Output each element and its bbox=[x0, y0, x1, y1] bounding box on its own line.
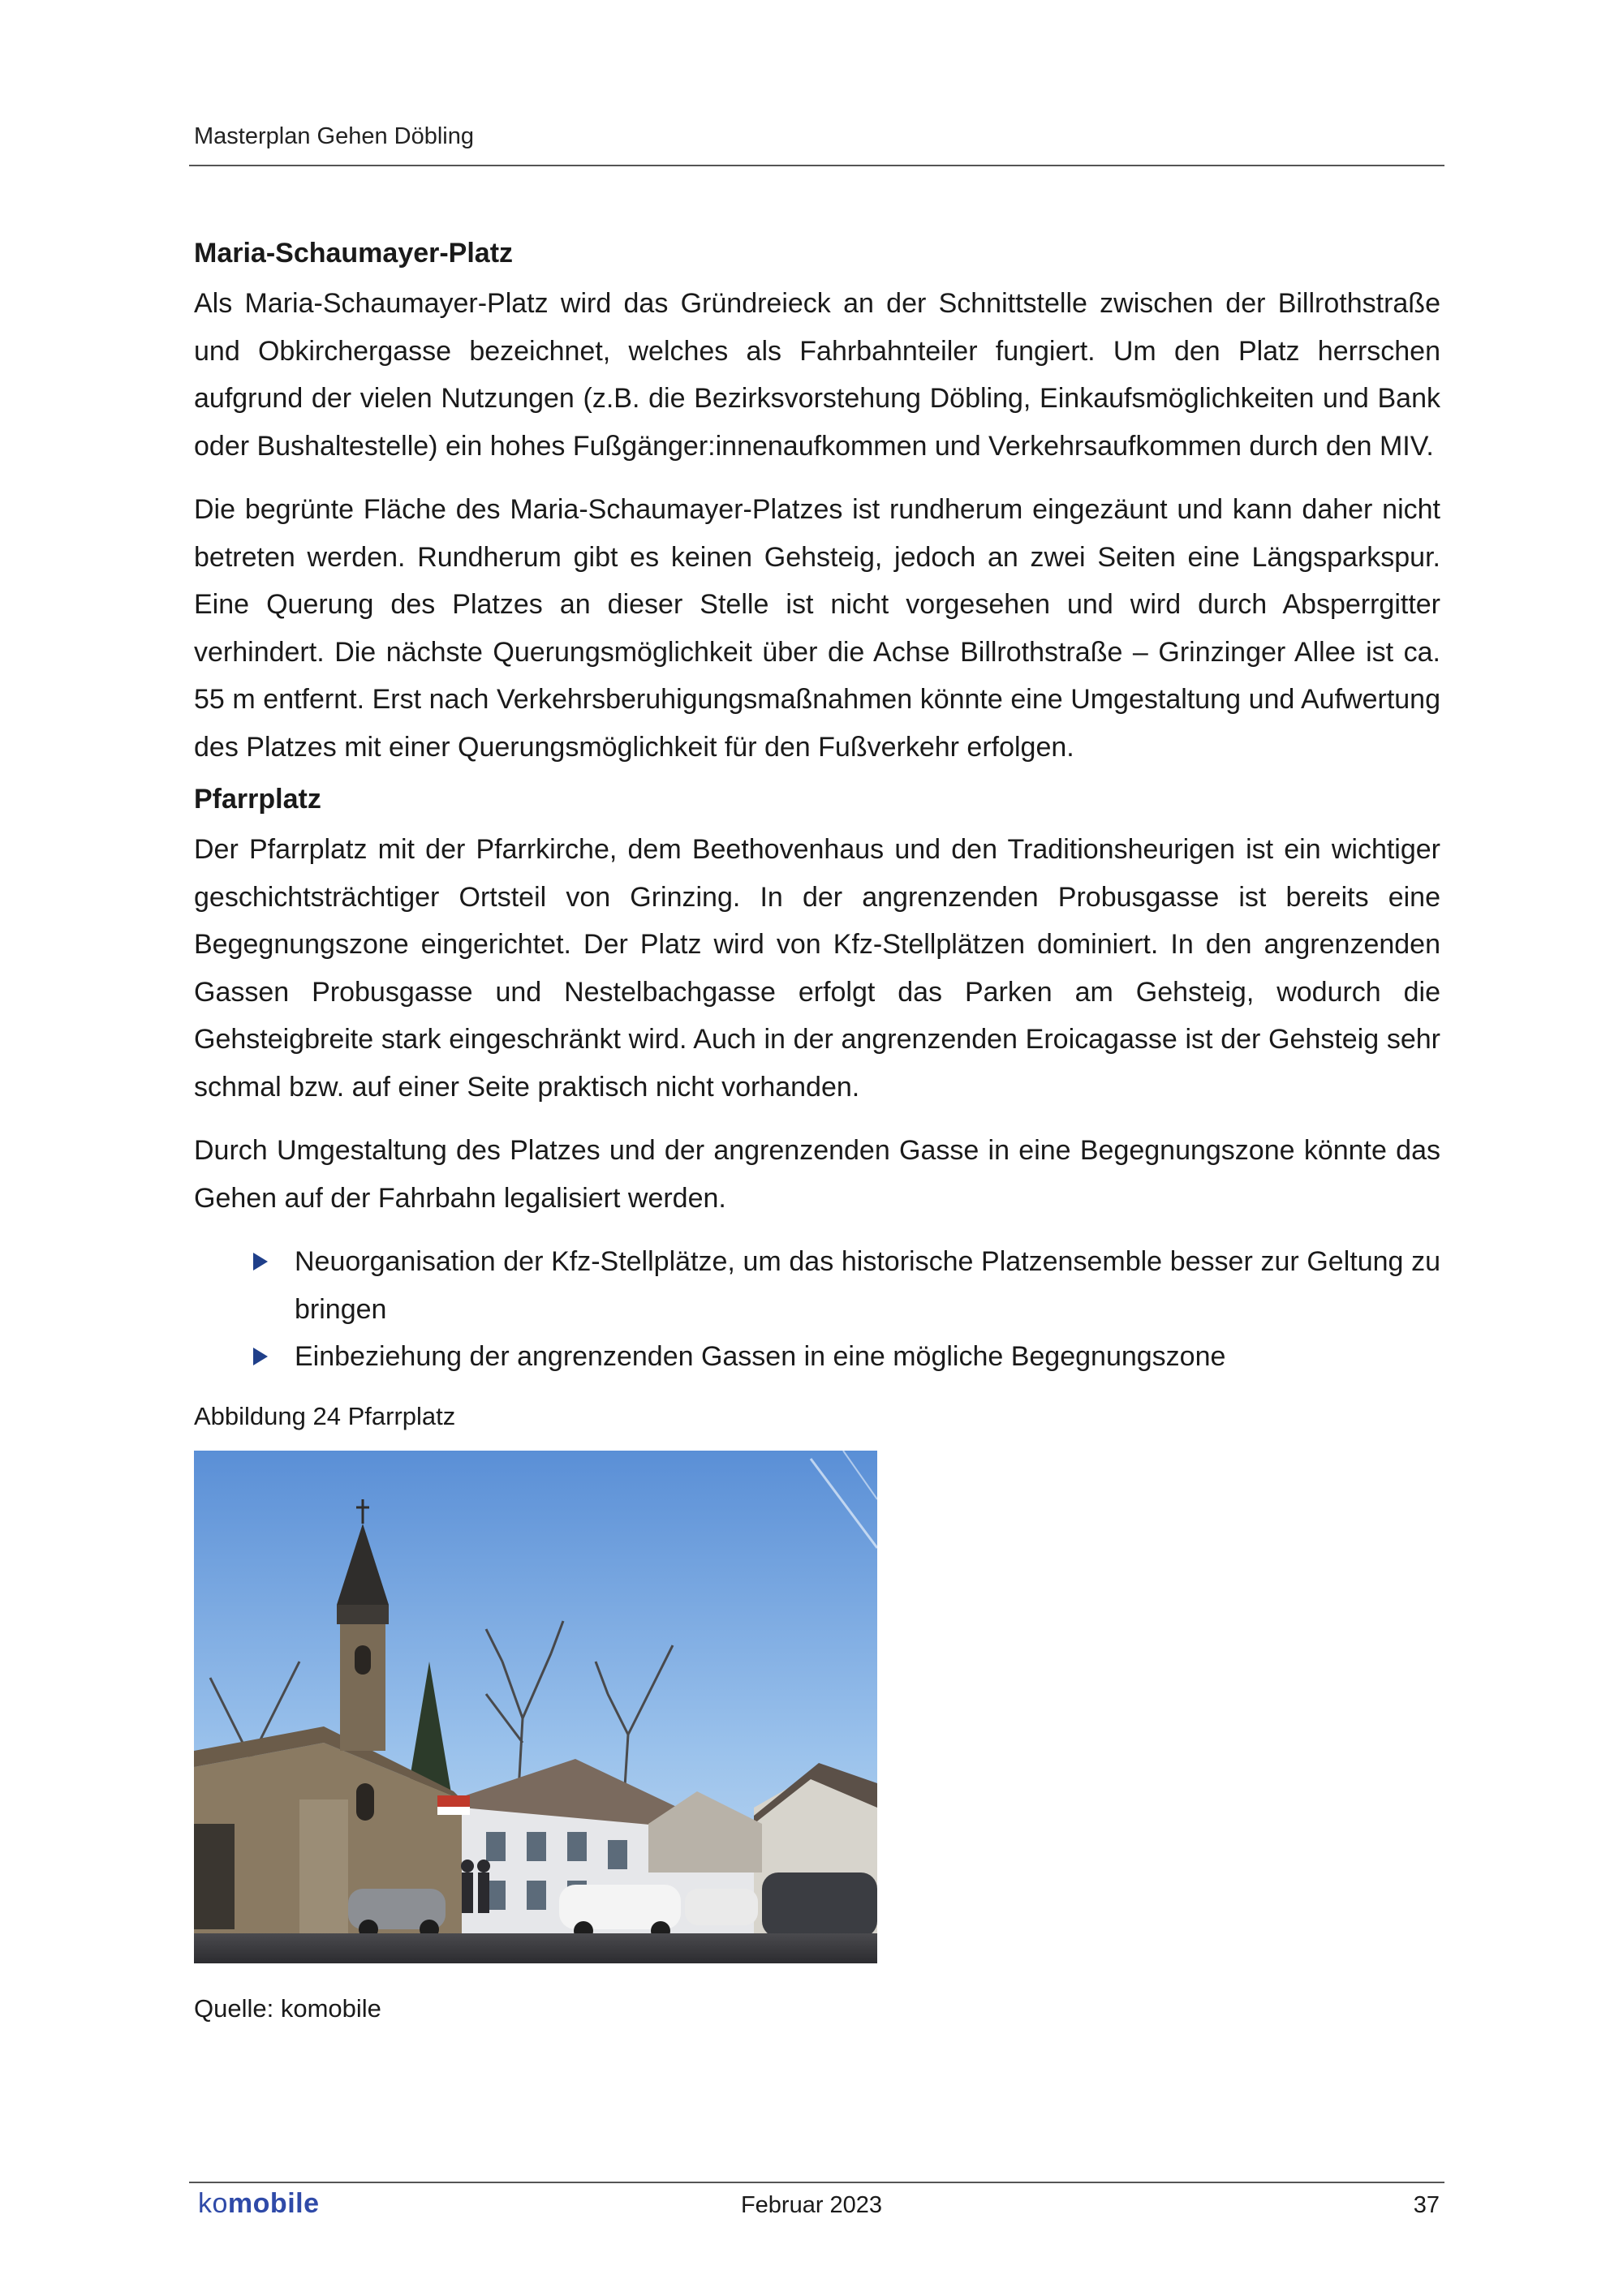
list-item bbox=[194, 1238, 1440, 1333]
section-heading: Pfarrplatz bbox=[194, 784, 321, 815]
header-divider bbox=[189, 165, 1444, 166]
triangle-bullet-icon bbox=[253, 1253, 268, 1271]
page-header-title: Masterplan Gehen Döbling bbox=[194, 123, 474, 149]
list-item bbox=[194, 1333, 1440, 1381]
footer-divider bbox=[189, 2182, 1444, 2183]
main-content bbox=[194, 233, 1440, 2025]
paragraph: Durch Umgestaltung des Platzes und der angrenzenden Gasse in eine Begegnungszone könnte das Gehen auf der Fahrbahn legalisiert werden. bbox=[194, 1135, 1440, 1214]
section-heading: Maria-Schaumayer-Platz bbox=[194, 238, 514, 269]
figure-caption: Abbildung 24 Pfarrplatz bbox=[194, 1401, 456, 1430]
logo-text-bold: mobile bbox=[227, 2188, 320, 2219]
logo-text-light: ko bbox=[198, 2188, 228, 2219]
paragraph: Als Maria-Schaumayer-Platz wird das Gründreieck an der Schnittstelle zwischen der Billrothstraße und Obkirchergasse bezeichnet, welches als Fahrbahnteiler fungiert. Um den Platz herrschen aufgrund der vielen Nutzungen (z.B. die Bezirksvorstehung Döbling, Einkaufsmöglichkeiten und Bank oder Bushaltestelle) ein hohes Fußgänger:innenaufkommen und Verkehrsaufkommen durch den MIV. bbox=[194, 288, 1440, 462]
page-number: 37 bbox=[1413, 2192, 1440, 2218]
paragraph: Die begrünte Fläche des Maria-Schaumayer-Platzes ist rundherum eingezäunt und kann daher nicht betreten werden. Rundherum gibt es keinen Gehsteig, jedoch an zwei Seiten eine Längsparkspur. Eine Querung des Platzes an dieser Stelle ist nicht vorgesehen und wird durch Absperrgitter verhindert. Die nächste Querungsmöglichkeit über die Achse Billrothstraße – Grinzinger Allee ist ca. 55 m entfernt. Erst nach Verkehrsberuhigungsmaßnahmen könnte eine Umgestaltung und Aufwertung des Platzes mit einer Querungsmöglichkeit für den Fußverkehr erfolgen. bbox=[194, 494, 1440, 763]
footer-date: Februar 2023 bbox=[740, 2192, 883, 2218]
pfarrplatz-photo bbox=[194, 1451, 877, 1963]
bullet-list bbox=[194, 1238, 1440, 1381]
triangle-bullet-icon bbox=[253, 1348, 268, 1365]
figure-source: Quelle: komobile bbox=[194, 1993, 381, 2023]
list-item-text: Neuorganisation der Kfz-Stellplätze, um das historische Platzensemble besser zur Geltung zu bringen bbox=[295, 1246, 1440, 1325]
paragraph: Der Pfarrplatz mit der Pfarrkirche, dem Beethovenhaus und den Traditionsheurigen ist ein wichtiger geschichtsträchtiger Ortsteil von Grinzing. In der angrenzenden Probusgasse ist bereits eine Begegnungszone eingerichtet. Der Platz wird von Kfz-Stellplätzen dominiert. In den angrenzenden Gassen Probusgasse und Nestelbachgasse erfolgt das Parken am Gehsteig, wodurch die Gehsteigbreite stark eingeschränkt wird. Auch in der angrenzenden Eroicagasse ist der Gehsteig sehr schmal bzw. auf einer Seite praktisch nicht vorhanden. bbox=[194, 834, 1440, 1103]
list-item-text: Einbeziehung der angrenzenden Gassen in eine mögliche Begegnungszone bbox=[295, 1341, 1226, 1372]
